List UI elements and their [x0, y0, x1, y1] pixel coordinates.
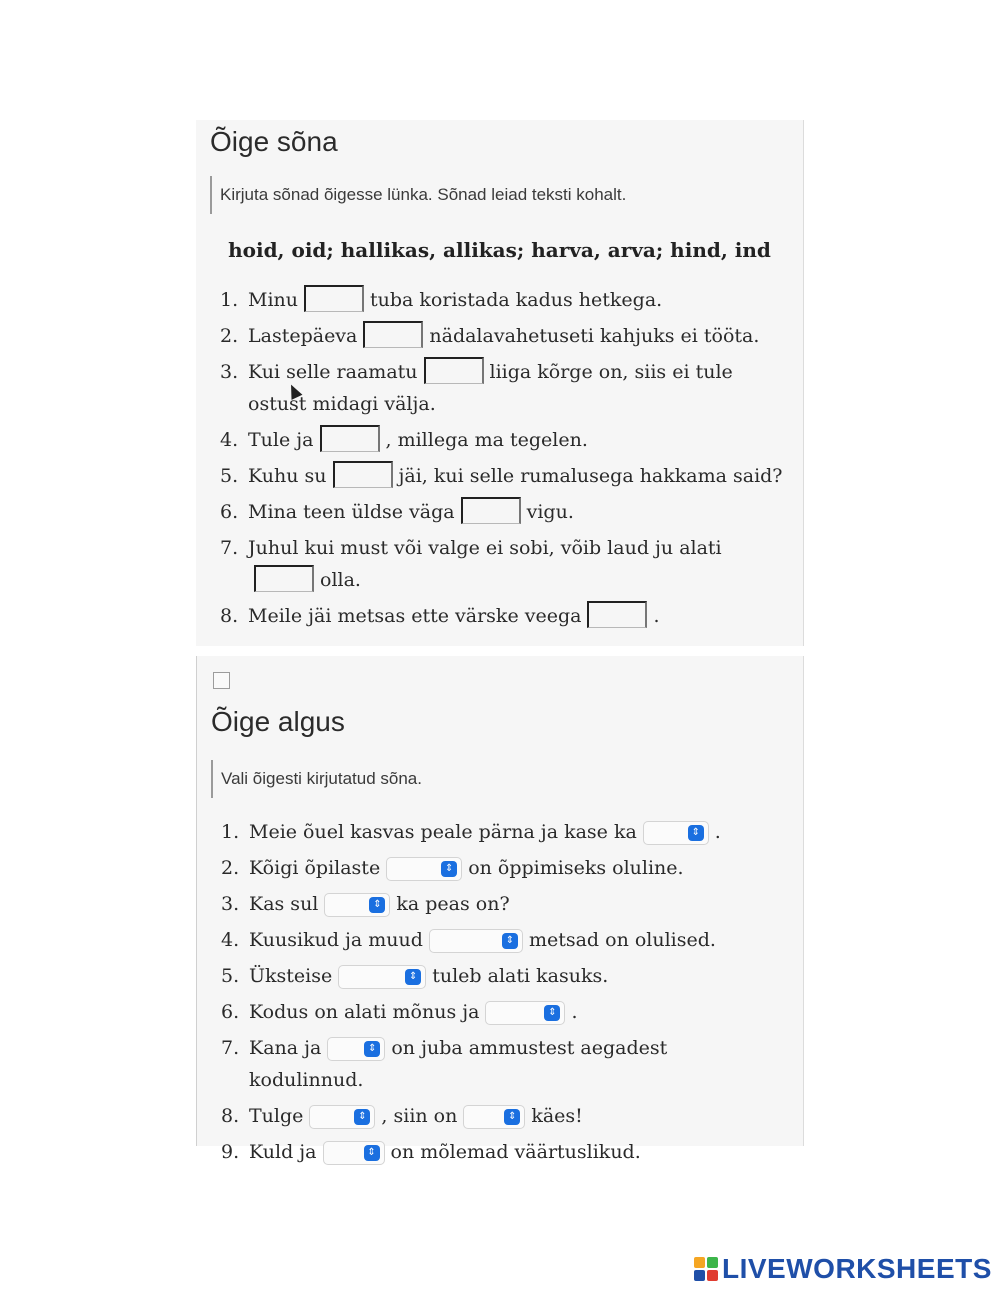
chevron-updown-icon: ⇕: [504, 1109, 520, 1125]
word-select-3[interactable]: [324, 893, 390, 917]
list-item: 8. Meile jäi metsas ette värske veega .: [220, 600, 783, 632]
blank-input-6[interactable]: [461, 497, 521, 524]
exercise-panel-correct-word: [196, 120, 804, 646]
list-item: 5. Kuhu su jäi, kui selle rumalusega hakkama said?: [220, 460, 783, 492]
chevron-updown-icon: ⇕: [364, 1145, 380, 1161]
brand-logo[interactable]: [694, 1252, 992, 1286]
word-select-4[interactable]: [429, 929, 523, 953]
blank-input-1[interactable]: [304, 285, 364, 312]
chevron-updown-icon: ⇕: [502, 933, 518, 949]
list-item: 3. Kas sul ⇕ ka peas on?: [221, 893, 510, 915]
section-instruction: Vali õigesti kirjutatud sõna.: [211, 760, 422, 798]
checkbox[interactable]: [213, 672, 230, 689]
section-instruction: Kirjuta sõnad õigesse lünka. Sõnad leiad teksti kohalt.: [210, 176, 626, 214]
list-item: 9. Kuld ja ⇕ on mõlemad väärtuslikud.: [221, 1141, 641, 1163]
brand-name: LIVEWORKSHEETS: [722, 1253, 992, 1284]
word-select-2[interactable]: [386, 857, 462, 881]
list-item: 8. Tulge ⇕ , siin on ⇕ käes!: [221, 1105, 583, 1127]
dropdown-list: [221, 816, 783, 1172]
word-select-9[interactable]: [323, 1141, 385, 1165]
blank-input-8[interactable]: [587, 601, 647, 628]
section-title: Õige algus: [211, 706, 345, 737]
chevron-updown-icon: ⇕: [354, 1109, 370, 1125]
section-title: Õige sõna: [210, 126, 338, 157]
chevron-updown-icon: ⇕: [369, 897, 385, 913]
list-item: 1. Minu tuba koristada kadus hetkega.: [220, 284, 783, 316]
exercise-panel-correct-start: [196, 656, 804, 1163]
word-select-8a[interactable]: [309, 1105, 375, 1129]
list-item: 7. Juhul kui must või valge ei sobi, võib laud ju alatiolla.: [220, 537, 722, 591]
fill-in-list: [220, 284, 783, 636]
blank-input-4[interactable]: [320, 425, 380, 452]
chevron-updown-icon: ⇕: [688, 825, 704, 841]
list-item: 4. Tule ja , millega ma tegelen.: [220, 424, 783, 456]
word-select-7[interactable]: [327, 1037, 385, 1061]
list-item: 6. Kodus on alati mõnus ja ⇕ .: [221, 1001, 578, 1023]
list-item: 2. Lastepäeva nädalavahetuseti kahjuks ei tööta.: [220, 320, 783, 352]
chevron-updown-icon: ⇕: [405, 969, 421, 985]
blank-input-3[interactable]: [424, 357, 484, 384]
word-select-6[interactable]: [485, 1001, 565, 1025]
chevron-updown-icon: ⇕: [441, 861, 457, 877]
word-select-5[interactable]: [338, 965, 426, 989]
list-item: 6. Mina teen üldse väga vigu.: [220, 496, 783, 528]
list-item: 5. Üksteise ⇕ tuleb alati kasuks.: [221, 965, 609, 987]
list-item: 4. Kuusikud ja muud ⇕ metsad on olulised.: [221, 929, 716, 951]
liveworksheets-logo-icon: [694, 1257, 718, 1281]
list-item: 3. Kui selle raamatu liiga kõrge on, siis ei tule ostust midagi välja.: [220, 356, 783, 420]
list-item: 1. Meie õuel kasvas peale pärna ja kase ka ⇕ .: [221, 821, 721, 843]
blank-input-7[interactable]: [254, 565, 314, 592]
list-item: 2. Kõigi õpilaste ⇕ on õppimiseks oluline.: [221, 857, 684, 879]
blank-input-5[interactable]: [333, 461, 393, 488]
word-select-8b[interactable]: [463, 1105, 525, 1129]
list-item: 7. Kana ja ⇕ on juba ammustest aegadest kodulinnud.: [221, 1037, 668, 1091]
chevron-updown-icon: ⇕: [364, 1041, 380, 1057]
word-select-1[interactable]: [643, 821, 709, 845]
chevron-updown-icon: ⇕: [544, 1005, 560, 1021]
blank-input-2[interactable]: [363, 321, 423, 348]
word-list: hoid, oid; hallikas, allikas; harva, arva; hind, ind: [228, 238, 771, 262]
